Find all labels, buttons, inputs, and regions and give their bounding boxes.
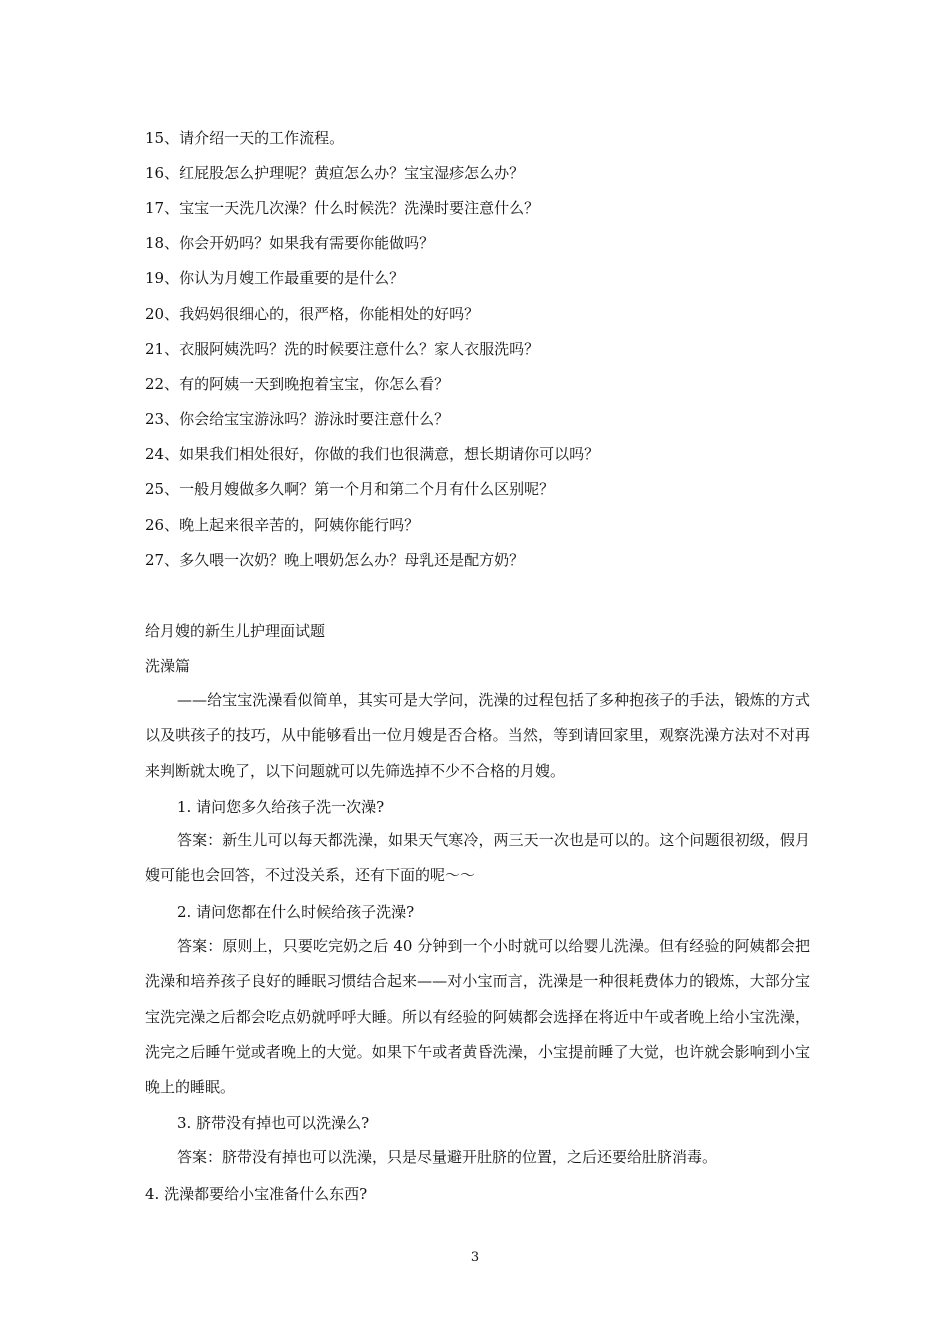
page-number: 3 — [470, 1250, 480, 1265]
question-line: 20、我妈妈很细心的，很严格，你能相处的好吗？ — [145, 305, 480, 323]
question-line: 17、宝宝一天洗几次澡？什么时候洗？洗澡时要注意什么？ — [145, 199, 540, 217]
qa-question: 4. 洗澡都要给小宝准备什么东西? — [145, 1185, 368, 1203]
qa-question: 3. 脐带没有掉也可以洗澡么? — [177, 1114, 370, 1132]
question-line: 15、请介绍一天的工作流程。 — [145, 129, 345, 147]
intro-paragraph: ——给宝宝洗澡看似简单，其实可是大学问，洗澡的过程包括了多种抱孩子的手法，锻炼的方式以及哄孩子的技巧，从中能够看出一位月嫂是否合格。当然，等到请回家里，观察洗澡方法对不对再来判断就太晚了，以下问题就可以先筛选掉不少不合格的月嫂。 — [145, 691, 810, 780]
question-line: 24、如果我们相处很好，你做的我们也很满意，想长期请你可以吗？ — [145, 445, 600, 463]
question-line: 25、一般月嫂做多久啊？第一个月和第二个月有什么区别呢？ — [145, 480, 555, 498]
question-line: 23、你会给宝宝游泳吗？游泳时要注意什么？ — [145, 410, 450, 428]
section-title: 给月嫂的新生儿护理面试题 — [145, 622, 326, 640]
subsection-title: 洗澡篇 — [145, 657, 191, 675]
qa-answer: 答案：新生儿可以每天都洗澡，如果天气寒冷，两三天一次也是可以的。这个问题很初级，假月嫂可能也会回答，不过没关系，还有下面的呢～～ — [145, 831, 810, 885]
qa-question: 1. 请问您多久给孩子洗一次澡? — [177, 798, 385, 816]
question-line: 18、你会开奶吗？如果我有需要你能做吗？ — [145, 234, 435, 252]
question-line: 19、你认为月嫂工作最重要的是什么？ — [145, 269, 405, 287]
qa-question: 2. 请问您都在什么时候给孩子洗澡? — [177, 903, 415, 921]
question-line: 26、晚上起来很辛苦的，阿姨你能行吗？ — [145, 516, 420, 534]
question-line: 22、有的阿姨一天到晚抱着宝宝，你怎么看？ — [145, 375, 450, 393]
qa-answer: 答案：脐带没有掉也可以洗澡，只是尽量避开肚脐的位置，之后还要给肚脐消毒。 — [177, 1148, 718, 1166]
question-line: 21、衣服阿姨洗吗？洗的时候要注意什么？家人衣服洗吗？ — [145, 340, 540, 358]
question-line: 27、多久喂一次奶？晚上喂奶怎么办？母乳还是配方奶？ — [145, 551, 525, 569]
qa-answer: 答案：原则上，只要吃完奶之后 40 分钟到一个小时就可以给婴儿洗澡。但有经验的阿姨都会把洗澡和培养孩子良好的睡眠习惯结合起来——对小宝而言，洗澡是一种很耗费体力的锻炼，大部分宝宝洗完澡之后都会吃点奶就呼呼大睡。所以有经验的阿姨都会选择在将近中午或者晚上给小宝洗澡，洗完之后睡午觉或者晚上的大觉。如果下午或者黄昏洗澡，小宝提前睡了大觉，也许就会影响到小宝晚上的睡眠。 — [145, 937, 810, 1097]
question-line: 16、红屁股怎么护理呢？黄疸怎么办？宝宝湿疹怎么办？ — [145, 164, 525, 182]
